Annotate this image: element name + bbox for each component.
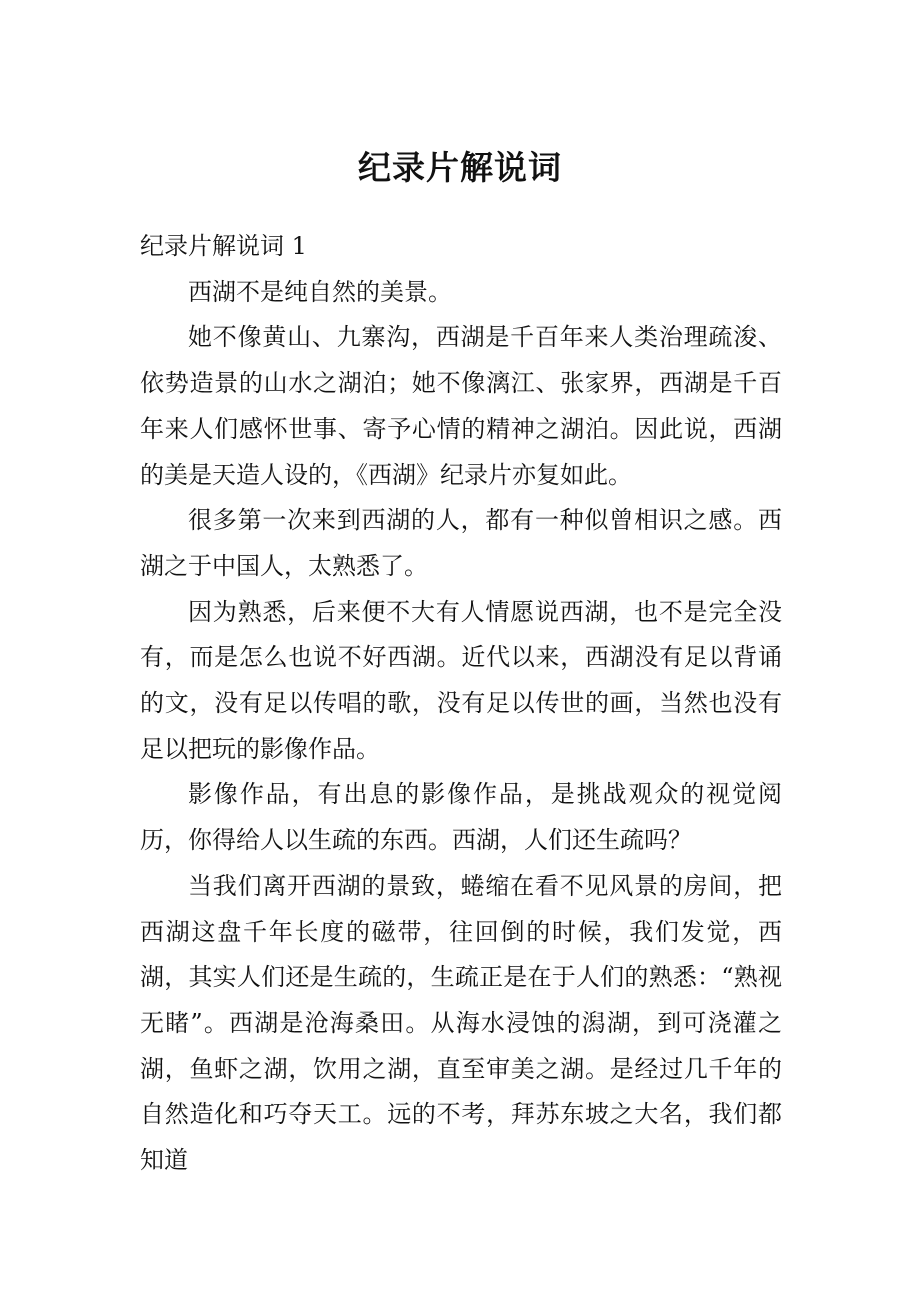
paragraph-4: 因为熟悉，后来便不大有人情愿说西湖，也不是完全没有，而是怎么也说不好西湖。近代以来，西湖没有足以背诵的文，没有足以传唱的歌，没有足以传世的画，当然也没有足以把玩的影像作品。 [140,597,782,763]
paragraph-3: 很多第一次来到西湖的人，都有一种似曾相识之感。西湖之于中国人，太熟悉了。 [140,506,782,580]
paragraph-2: 她不像黄山、九寨沟，西湖是千百年来人类治理疏浚、依势造景的山水之湖泊；她不像漓江、张家界，西湖是千百年来人们感怀世事、寄予心情的精神之湖泊。因此说，西湖的美是天造人设的，《西湖》纪录片亦复如此。 [140,323,782,489]
section-heading: 纪录片解说词 1 [140,232,307,260]
document-title: 纪录片解说词 [358,148,562,187]
paragraph-5: 影像作品，有出息的影像作品，是挑战观众的视觉阅历，你得给人以生疏的东西。西湖，人们还生疏吗？ [140,780,782,855]
paragraph-6: 当我们离开西湖的景致，蜷缩在看不见风景的房间，把西湖这盘千年长度的磁带，往回倒的时候，我们发觉，西湖，其实人们还是生疏的，生疏正是在于人们的熟悉：“熟视无睹”。西湖是沧海桑田。从海水浸蚀的潟湖，到可浇灌之湖，鱼虾之湖，饮用之湖，直至审美之湖。是经过几千年的自然造化和巧夺天工。远的不考，拜苏东坡之大名，我们都知道 [140,871,782,1175]
paragraph-1: 西湖不是纯自然的美景。 [188,277,452,306]
document-body [140,224,782,1184]
